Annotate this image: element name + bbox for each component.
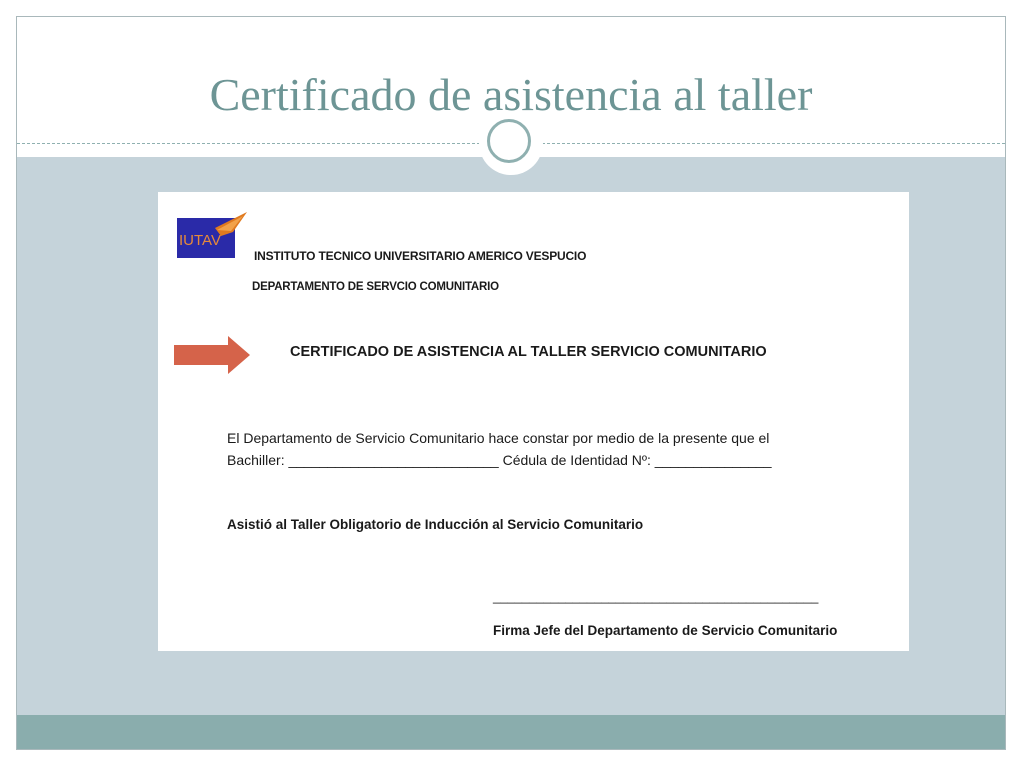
attendance-statement: Asistió al Taller Obligatorio de Inducción al Servicio Comunitario [227,517,644,532]
right-arrow-icon [174,336,250,374]
logo-text: IUTAV [179,232,221,249]
circle-ornament-icon [487,119,531,163]
slide [16,16,1006,750]
slide-title: Certificado de asistencia al taller [209,69,813,120]
certificate-heading: CERTIFICADO DE ASISTENCIA AL TALLER SERVICIO COMUNITARIO [290,344,767,360]
certificate-document [158,192,909,651]
institution-name: INSTITUTO TECNICO UNIVERSITARIO AMERICO VESPUCIO [254,249,587,263]
body-line-2: Bachiller: ___________________________ Cédula de Identidad Nº: _______________ [227,452,772,468]
signature-line: _____________________________________________ [493,589,819,604]
body-line-1: El Departamento de Servicio Comunitario hace constar por medio de la presente que el [227,430,770,446]
iutav-logo [177,212,249,262]
signature-label: Firma Jefe del Departamento de Servicio Comunitario [493,623,838,638]
department-name: DEPARTAMENTO DE SERVCIO COMUNITARIO [252,281,499,293]
certificate-body [227,427,867,471]
footer-bar [17,715,1005,750]
